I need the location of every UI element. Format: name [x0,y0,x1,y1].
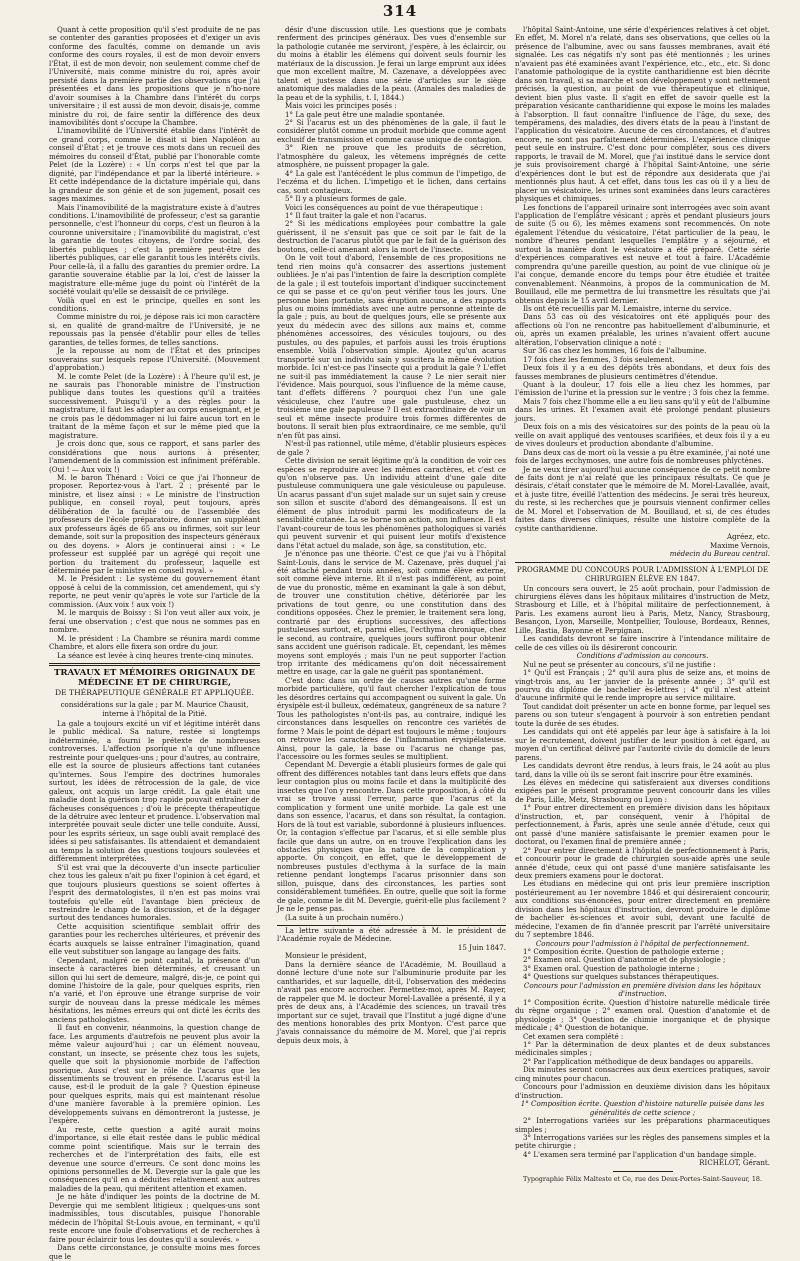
paragraph: 1° Composition écrite. Question d'histoire naturelle médicale tirée du règne organique ; 2° examen oral. Question d'anatomie et de physiologie ; 3° Question de chimie inorganique et de physique médicale ; 4° Question de botanique. [515,997,770,1033]
paragraph: C'est donc dans un ordre de causes autres qu'une forme morbide particulière, qu'il faut chercher l'explication de tous les désordres certains qui accompagnent ou suivent la gale. Un érysipèle est-il bulleux, œdémateux, gangréneux de sa nature ? Tous les pathologistes n'ont-ils pas, au contraire, indiqué les circonstances dans lesquelles on rencontre ces variétés de forme ? Mais le point de départ est toujours le même ; toujours on retrouve les caractères de l'inflammation érysipélateuse. Ainsi, pour la gale, la base ou l'acarus ne change pas, l'accessoire ou les formes seules se multiplient. [277,675,506,761]
paragraph: Je la repousse au nom de l'État et des principes souverains sur lesquels repose l'Université. (Mouvement d'approbation.) [49,346,260,373]
publisher-signoff: RICHELOT, Gérant. [699,1158,770,1168]
paragraph: 1° Par la détermination de deux plantes et de deux substances médicinales simples ; [515,1040,770,1058]
paragraph: Les candidats devront être rendus, à leurs frais, le 24 août au plus tard, dans la ville où ils se seront fait inscrire pour être examinés. [515,761,770,779]
paragraph: Au reste, cette question a agité aurait moins d'importance, si elle était restée dans le public médical comme point scientifique. Mais sur le terrain des recherches et de l'interprétation des faits, elle est devenue une source d'erreurs. Ce sont donc moins les opinions personnelles de M. Devergie sur la gale que les conséquences qu'il en a déduites relativement aux autres maladies de la peau, qui méritent attention et examen. [49,1124,260,1193]
column-3 [515,25,770,1183]
paragraph: 3° Examen oral. Question de pathologie interne ; [523,963,700,973]
paragraph: 1° Qu'il est Français ; 2° qu'il aura plus de seize ans, et moins de vingt-trois ans, au 1er janvier de la présente année ; 3° qu'il est pourvu du diplôme de bachelier ès-lettres ; 4° qu'il n'est atteint d'aucune infirmité qui le rende impropre au service militaire. [515,668,770,703]
paragraph: Dans deux cas de mort où la vessie a pu être examinée, j'ai noté une fois de larges ecchymoses, une autre fois de nombreuses phlyctènes. [515,447,770,466]
paragraph: 1° Il faut traiter la gale et non l'acarus. [285,210,427,220]
paragraph: Mais l'inamovibilité de la magistrature existe à d'autres conditions. L'inamovibilité de professeur, c'est sa garantie personnelle, c'est l'honneur du corps, c'est un fleuron à la couronne universitaire ; l'inamovibilité du magistrat, c'est la garantie de toutes citoyens, de l'ordre social, des libertés publiques ; c'est la première peut-être des libertés publiques, car elle garantit tous les intérêts civils. Pour celle-là, il a fallu des garanties du premier ordre. La garantie souveraine établie par la loi, c'est de laisser la magistrature elle-même juge du point où l'intérêt de la société voulait qu'elle se dessaisît de ce privilège. [49,202,260,297]
signature-title: médecin du Bureau central. [669,549,770,559]
section-divider [49,663,260,666]
paragraph: Les étudians en médecine qui ont pris leur première inscription postérieurement au 1er novembre 1846 et qui désireraient concourir, aux conditions sus-énoncées, pour entrer directement en première division dans les hôpitaux d'instruction, devront produire le diplôme de bachelier ès-sciences et avoir subi, devant une faculté de médecine, l'examen de fin d'année prescrit par l'arrêté universitaire du 7 septembre 1846. [515,879,770,940]
paragraph: Je ne hâte d'indiquer les points de la doctrine de M. Devergie qui me semblent litigieux ; quelques-uns sont inadmissibles, tous discutables, puisque l'honorable médecin de l'hôpital St-Louis avoue, en terminant, « qu'il reste encore une foule d'observations et de recherches à faire pour éclaircir tous les doutes qu'il a soulevés. » [49,1192,260,1244]
paragraph: Les fonctions de l'appareil urinaire sont interrogées avec soin avant l'application de l'emplâtre vésicant ; après et pendant plusieurs jours de suite (5 ou 6), les mêmes examens sont recommencés. On note également l'étendue du vésicatoire, l'état particulier de la peau, le nombre d'heures pendant lesquelles l'emplâtre y a séjourné, et surtout la manière dont le vésicatoire a été préparé. Cette série d'expériences comparatives est neuve et tout à faire. L'Académie comprendra qu'une pareille question, au point de vue clinique où je l'ai conçue, demande encore du temps pour être étudiée et traitée convenablement. Néanmoins, à propos de la communication de M. Bouillaud, elle me permettra de lui transmettre les résultats que j'ai obtenus depuis le 15 avril dernier. [515,202,770,305]
paragraph: 3° Rien ne prouve que les produits de sécrétion, l'atmosphère du galeux, les vêtemens imprégnés de cette atmosphère, ne puissent propager la gale. [277,143,506,170]
paragraph: Tout candidat doit présenter un acte en bonne forme, par lequel ses parens ou son tuteur s'engagent à pourvoir à son entretien pendant toute la durée de ses études. [515,701,770,728]
article-paragraphs [49,720,260,1261]
paragraph: Mais voici les principes posés : [285,101,397,111]
paragraph: Voilà quel en est le principe, quelles en sont les conditions. [49,295,260,313]
paragraph: Voici les conséquences au point de vue thérapeutique : [285,202,483,212]
paragraph: 2° Par l'application méthodique de deux bandages ou appareils. [523,1056,754,1066]
paragraph: Dans 53 cas où des vésicatoires ont été appliqués pour des affections où l'on ne rencontre pas habituellement d'albuminurie, et où, après un examen préalable, les urines n'avaient offert aucune altération, l'observation clinique a noté : [515,312,770,347]
paragraph: La séance est levée à cinq heures trente-cinq minutes. [57,650,254,660]
column-3-paragraphs [515,26,770,533]
paragraph: 4° Questions sur quelques substances thérapeutiques. [523,972,719,982]
paragraph: désir d'une discussion utile. Les questions que je combats renferment des principes généraux. Des vues d'ensemble sur la pathologie cutanée me serviront, j'espère, à les éclaircir, ou du moins à établir les élémens qui doivent seuls fournir les matériaux de la discussion. Je ferai un large emprunt aux idées que mon excellent maître, M. Cazenave, a développées avec talent et justesse dans une série d'articles sur le siège anatomique des maladies de la peau. (Annales des maladies de la peau et de la syphilis, t. I, 1844.) [277,25,506,102]
paragraph: Nul ne peut se présenter au concours, s'il ne justifie : [523,659,716,669]
section-title: TRAVAUX ET MÉMOIRES ORIGINAUX DE MÉDECINE ET DE CHIRURGIE, [54,667,255,688]
paragraph: N'est-il pas rationnel, utile même, d'établir plusieurs espèces de gale ? [277,439,506,457]
paragraph: Cet examen sera complété : [523,1031,624,1041]
paragraph: Cette division ne serait légitime qu'à la condition de voir ces espèces se reproduire avec les mêmes caractères, et c'est ce qu'on n'observe pas. Un individu atteint d'une gale dite pustuleuse communiquera une gale vésiculeuse ou papuleuse. Un acarus passant d'un sujet malade sur un sujet sain y creuse son sillon et suscite d'abord des démangeaisons. Il est un élément de plus introduit parmi les modificateurs de la sensibilité cutanée. La se borne son action, son influence. Il est l'avant-coureur de tous les phénomènes pathologiques si variés qui peuvent survenir et qui puisent leur motifs d'existence dans l'état actuel du malade, son âge, sa constitution, etc. [277,456,506,550]
column-1-paragraphs [49,26,260,660]
paragraph: Deux fois il y a eu des dépôts très abondans, et deux fois des fausses membranes de plusieurs centimètres d'étendue. [515,363,770,381]
paragraph: Dix minutes seront consacrées aux deux exercices pratiques, savoir cinq minutes pour chacun. [515,1065,770,1083]
paragraph: Concours pour l'admission en deuxième division dans les hôpitaux d'instruction. [515,1082,770,1100]
paragraph: l'hôpital Saint-Antoine, une série d'expériences relatives à cet objet. En effet, M. Morel n'a relaté, dans ses observations, que celles où la présence de l'albumine, avec ou sans fausses membranes, avait été signalée. Les cas négatifs n'y sont pas été mentionnés ; les urines n'avaient pas été examinées avant l'expérience, etc., etc., etc. Si donc l'anatomie pathologique de la cystite cantharidienne est bien décrite dans son travail, si sa marche et son développement y sont nettement précisés, la question, au point de vue thérapeutique et clinique, devient bien plus vaste. Il s'agit en effet de savoir quelle est la préparation vésicante cantharidienne qui expose le moins les malades à l'absorption. Il faut connaître l'influence de l'âge, du sexe, des tempéramens, des maladies, des divers états de la peau à l'instant de l'application du vésicatoire. Aucune de ces circonstances, et d'autres encore, ne sont pas parfaitement déterminées. L'expérience clinique peut seule en instruire. C'est donc pour compléter, sous ces divers rapports, le travail de M. Morel, que j'ai institué dans le service dont je suis provisoirement chargé à l'hôpital Saint-Antoine, une série d'expériences dont le but est de répondre aux desiderata que j'ai mentionnés plus haut. À cet effet, dans tous les cas où il y a lieu de placer un vésicatoire, les urines sont examinées dans leurs caractères physiques et chimiques. [515,25,770,204]
signature-close-text: Agréez, etc. [727,532,770,542]
paragraph: Cependant, malgré ce point capital, la présence d'un insecte à caractères bien déterminés, et creusant un sillon qui lui sert de demeure, malgré, dis-je, ce point qui domine l'histoire de la gale, pour quelques esprits, rien n'a varié, et l'on éprouve une étrange surprise de voir surgir de nouveau dans la presse médicale les mêmes hésitations, les mêmes erreurs qui ont dicté les écrits des anciens pathologistes. [49,955,260,1024]
programme-divider [515,562,770,563]
paragraph: 1° Composition écrite. Question d'histoire naturelle puisée dans les généralités de cette science ; [520,1099,765,1117]
paragraph: Je n'énonce pas une théorie. C'est ce que j'ai vu à l'hôpital Saint-Louis, dans le service de M. Cazenave, près duquel j'ai été attaché pendant trois années, soit comme élève externe, soit comme élève interne. Et il n'est pas indifférent, au point de vue du pronostic, même en examinant la gale à son début, de trouver une constitution chétive, détériorée par les privations de tout genre, ou une constitution dans des conditions opposées. Chez le premier, le traitement sera long, contrarié par des éruptions successives, des affections pustuleuses surtout, et, parmi elles, l'ecthyma chronique, chez le second, au contraire, quelques jours suffiront pour obtenir sans accident une guérison radicale. Et, cependant, les mêmes moyens sont employés ; mais l'un ne peut supporter l'action trop irritante des médicamens qu'on doit nécessairement mettre en usage, car la gale ne guérit pas spontanément. [277,549,506,677]
column-2 [277,26,506,1106]
paragraph: 2° Si l'acarus est un des phénomènes de la gale, il faut le considérer plutôt comme un produit morbide que comme agent exclusif de transmission et comme cause unique de contagion. [277,117,506,144]
paragraph: On le voit tout d'abord, l'ensemble de ces propositions ne tend rien moins qu'à consacrer des assertions justement oubliées. Je n'ai pas l'intention de faire la description complète de la gale ; il est toutefois important d'indiquer succinctement ce qui se passe et ce qu'on peut vérifier tous les jours. Une personne bien portante, sans éruption aucune, a des rapports plus ou moins immédiats avec une autre personne atteinte de la gale ; puis, au bout de quelques jours, elle se présente aux yeux du médecin avec des sillons aux mains et, comme phénomènes accessoires, des vésicules toujours, ou des pustules, ou des papules, et parfois aussi les trois éruptions ensemble. Voilà l'observation simple. Ajoutez qu'un acarus transporté sur un individu sain y suscitera la même évolution morbide. Ici n'est-ce pas l'insecte qui a produit la gale ? L'effet ne suit-il pas immédiatement la cause ? Le nier serait nier l'évidence. Mais pourquoi, sous l'influence de la même cause, tant d'effets différens ? pourquoi chez l'un une gale vésiculeuse, chez l'autre une gale pustuleuse, chez un troisième une gale papuleuse ? Il est extraordinaire de voir un seul et même insecte produire trois formes différentes de boutons. Il serait bien plus extraordinaire, ce me semble, qu'il n'en fût pas ainsi. [277,253,506,440]
paragraph: 5° Il y a plusieurs formes de gale. [285,194,407,204]
paragraph: Sur 36 cas chez les hommes, 16 fois de l'albumine. [523,346,707,356]
paragraph: Dans cette circonstance, je consulte moins mes forces que le [49,1243,260,1261]
paragraph: 1° Composition écrite. Question de pathologie externe ; [523,947,724,957]
paragraph: 2° Si les médications employées pour combattre la gale guérissent, il ne s'ensuit pas que ce soit par le fait de la destruction de l'acarus plutôt que par le fait de la guérison des boutons, celle-ci amenant alors la mort de l'insecte. [277,219,506,254]
paragraph: Cette acquisition scientifique semblait offrir des garanties pour les recherches ultérieures, et prévenir des écarts auxquels se laisse entraîner l'imagination, quand elle veut substituer son langage au langage des faits. [49,921,260,957]
paragraph: 1° La gale peut être une maladie spontanée. [285,109,445,119]
paragraph: M. le baron Thénard : Voici ce que j'ai l'honneur de proposer. Reportez-vous à l'art. 2 ; présenté par le ministre, et lisez ainsi : « Le ministre de l'instruction publique, en conseil royal, peut toujours, après délibération de la faculté ou de l'assemblée des professeurs de l'école préparatoire, donner un suppléant aux professeurs âgés de 65 ans ou infirmes, soit sur leur demande, soit sur la proposition des inspecteurs généraux ou des doyens. » Alors je continuerai ainsi : « Le professeur est suppléé par un agrégé qui reçoit une portion du traitement du professeur, laquelle est déterminée par le ministre en conseil royal. » [49,473,260,575]
signature-name: Maxime Vernois, [709,540,770,550]
paragraph: 2° Pour entrer directement à l'hôpital de perfectionnement à Paris, et concourir pour le grade de chirurgien sous-aide après une seule année d'étude, ceux qui ont passé d'une manière satisfaisante les deux premiers examens pour le doctorat. [515,845,770,880]
paragraph: 4° L'examen sera terminé par l'application d'un bandage simple. [523,1149,757,1159]
paragraph: Concours pour l'admission à l'hôpital de perfectionnement. [535,938,750,948]
paragraph: 2° Interrogations variées sur les préparations pharmaceutiques simples ; [515,1116,770,1134]
paragraph: Ils ont été recueillis par M. Lemaistre, interne du service. [523,303,732,313]
paragraph: 4° La gale est l'antécédent le plus commun de l'impetigo, de l'eczéma et du lichen. L'impetigo et le lichen, dans certains cas, sont contagieux. [277,168,506,195]
paragraph: M. le Président : Le système du gouvernement étant opposé à celui de la commission, cet amendement, qui s'y reporte, ne peut venir qu'après le vote sur l'article de la commission. (Aux voix ! aux voix !) [49,574,260,609]
section-subtitle: DE THÉRAPEUTIQUE GÉNÉRALE ET APPLIQUÉE. [54,687,255,697]
paragraph: M. le marquis de Boissy : Si l'on veut aller aux voix, je ferai une observation ; c'est que nous ne sommes pas en nombre. [49,608,260,635]
paragraph: S'il est vrai que la découverte d'un insecte particulier chez tous les galeux n'ait pu fixer l'opinion à cet égard, et que toujours plusieurs questions se soient offertes à l'esprit des dermatologistes, il n'en est pas moins vrai toutefois qu'elle eût l'avantage bien précieux de restreindre le champ de la discussion, et de la dégager surtout des tendances humorales. [49,862,260,923]
paragraph: Il faut en convenir, néanmoins, la question change de face. Les arguments d'autrefois ne peuvent plus avoir la même valeur aujourd'hui ; car un élément nouveau, constant, un insecte, se présente chez tous les sujets, quelle que soit la physionomie morbide de l'affection psorique. Aussi c'est sur le rôle de l'acarus que les dissentiments se trouvent en présence. L'acarus est-il la cause, est-il le produit de la gale ? Question épineuse pour quelques esprits, mais qui est maintenant résolue d'une manière favorable à la première opinion. Les développements suivans en démontreront la justesse, je l'espère. [49,1023,260,1126]
imprint: Typographie Félix Malteste et Ce, rue des Deux-Portes-Saint-Sauveur, 18. [523,1174,762,1183]
paragraph: Cependant M. Devergie a établi plusieurs formes de gale qui offrent des différences notables tant dans leurs effets que dans leur contagion plus ou moins facile et dans la multiplicité des insectes que l'on y rencontre. Dans cette proposition, à côté du vrai se trouve aussi l'erreur, parce que l'acarus et la complication y forment une unité morbide. La gale est une dans son essence, l'acarus, et dans son résultat, la contagion. Hors de là tout est variable, subordonné à plusieurs influences. Or, la contagion s'effectue par l'acarus, et si elle semble plus facile que dans un autre, on en trouve l'explication dans les obstacles physiques que la nature de la complication y apporte. On conçoit, en effet, que le développement de nombreuses pustules d'ecthyma à la surface de la main retienne pendant longtemps l'acarus prisonnier dans son sillon, puisque, dans des circonstances, les parties sont considérablement tuméfiées. En outre, quelle que soit la forme de gale, comme le dit M. Devergie, guérit-elle plus facilement ? Je ne le pense pas. [277,760,506,914]
letter-body: Dans la dernière séance de l'Académie, M. Bouillaud a donné lecture d'une note sur l'albuminurie produite par les cantharides, et sur laquelle, dit-il, l'observation des médecins n'avait pas encore accrocher. Permettez-moi, après M. Rayer, de rappeler que M. le docteur Morel-Lavallée a présenté, il y a près de deux ans, à l'Académie des sciences, un travail très important sur ce sujet, travail que l'Institut a jugé digne d'une des mentions honorables des prix Montyon. C'est parce que j'avais connaissance du mémoire de M. Morel, que j'ai repris depuis deux mois, à [277,959,506,1045]
paragraph: Quant à cette proposition qu'il s'est produite de ne pas se contenter des garanties proposées et d'exiger un avis conforme des facultés, comme on demande un avis conforme des cours royales, il est de mon devoir envers l'État, il est de mon devoir, non seulement comme chef de l'Université, mais comme ministre du roi, après avoir persisté dans la première partie des observations que j'ai présentées et dans les propositions que je n'ho-nore d'avoir soumises à la Chambre dans l'intérêt du corps universitaire ; il est aussi de mon devoir, disais-je, comme ministre du roi, de faire sentir la différence des deux inamovibilités dont s'occupe la Chambre. [49,25,260,127]
paragraph: Les candidats devront se faire inscrire à l'intendance militaire de celle de ces villes où ils désireront concourir. [515,634,770,652]
paragraph: Conditions d'admission au concours. [576,651,709,661]
paragraph: Comme ministre du roi, je dépose rais ici mon caractère si, en qualité de grand-maître de l'Université, je ne repoussais pas la pensée d'établir pour elles de telles garanties, de telles formes, de telles sanctions. [49,312,260,347]
paragraph: Un concours sera ouvert, le 25 août prochain, pour l'admission de chirurgiens élèves dans les hôpitaux militaires d'instruction de Metz, Strasbourg et Lille, et à l'hôpital militaire de perfectionnement, à Paris. Les examens auront lieu à Paris, Metz, Nancy, Strasbourg, Besançon, Lyon, Marseille, Montpellier, Toulouse, Bordeaux, Rennes, Lille, Bastia, Bayonne et Perpignan. [515,583,770,635]
article-heading: considérations sur la gale ; par M. Maurice Chausit, interne à l'hôpital de la Pitié. [60,699,249,718]
programme-paragraphs [515,585,770,1160]
paragraph: Les candidats qui ont été appelés par leur âge à satisfaire à la loi sur le recrutement, doivent justifier de leur position à cet égard, au moyen d'un certificat délivré par l'autorité civile du domicile de leurs parens. [515,727,770,762]
paragraph: Je crois donc que, sous ce rapport, et sans parler des considérations que nous aurions à présenter, l'amendement de la commission est infiniment préférable. (Oui ! — Aux voix !) [49,439,260,474]
paragraph: Les élèves en médecine qui satisferaient aux diverses conditions exigées par le présent programme peuvent concourir dans les villes de Paris, Lille, Metz, Strasbourg ou Lyon : [515,777,770,804]
paragraph: 17 fois chez les femmes, 3 fois seulement. [523,354,675,364]
column-2-paragraphs [277,26,506,922]
paragraph: Quant à la douleur, 17 fois elle a lieu chez les hommes, par l'émission de l'urine et la pression sur le ventre ; 3 fois chez la femme. [515,380,770,398]
letter-salutation: Monsieur le président, [285,951,367,961]
paragraph: 1° Pour entrer directement en première division dans les hôpitaux d'instruction, et, par conséquent, venir à l'hôpital de perfectionnement, à Paris, après une seule année d'étude, ceux qui ont passé d'une manière satisfaisante le premier examen pour le doctorat, ou l'examen final de première année ; [515,803,770,847]
letter-intro: La lettre suivante a été adressée à M. le président de l'Académie royale de Médecine. [277,926,506,944]
paragraph: Mais 7 fois chez l'homme elle a eu lieu sans qu'il y eût de l'albumine dans les urines. Et l'examen avait été prolongé pendant plusieurs jours. [515,396,770,423]
column-1 [49,25,260,1261]
paragraph: Deux fois on a mis des vésicatoires sur des points de la peau où la veille on avait appliqué des ventouses scarifiées, et deux fois il y a eu de vives douleurs et production abondante d'albumine. [515,422,770,449]
paragraph: Je ne veux tirer aujourd'hui aucune conséquence de ce petit nombre de faits dont je n'ai relaté que les principaux résultats. Ce que je désirais, c'était constater que le mémoire de M. Morel-Lavallée, avait, et à juste titre, éveillé l'attention des médecins. Je serai très heureux, du reste, si les recherches que je poursuis viennent confirmer celles de M. Morel et l'observation de M. Bouillaud, et si, de ces études faites dans diverses cliniques, résulte une histoire complète de la cystite cantharidienne. [515,464,770,533]
paragraph: M. le président : La Chambre se réunira mardi comme Chambre, et alors elle fixera son ordre du jour. [49,633,260,652]
paragraph: La gale a toujours excité un vif et légitime intérêt dans le public médical. Sa nature, restée si longtemps indéterminée, a fourni le prétexte de nombreuses controverses. L'affection psorique n'a qu'une influence restreinte pour quelques-uns ; pour d'autres, au contraire, elle est la source de plusieurs affections tant cutanées qu'internes. Sous l'empire des doctrines humorales surtout, les idées de rétrocession de la gale, de vice galeux, ont acquis un large crédit. La gale était une maladie dont la guérison trop rapide pouvait entraîner de fâcheuses conséquences ; d'où le précepte thérapeutique de la détruire avec lenteur et prudence. L'observation mal interprétée pouvait seule dicter une telle conduite. Aussi, pour les esprits sérieux, un sage oubli avait remplacé des idées si peu satisfaisantes. Ils attendaient et demandaient au temps la solution des questions toujours soulevées et différemment interprétées. [49,718,260,864]
paragraph: 3° Interrogations variées sur les règles des pansemens simples et la petite chirurgie ; [515,1133,770,1151]
paragraph: 2° Examen oral. Question d'anatomie et de physiologie ; [523,955,726,965]
letter-date: 15 Juin 1847. [457,942,506,952]
programme-title: PROGRAMME DU CONCOURS POUR L'ADMISSION À L'EMPLOI DE CHIRURGIEN ÉLÈVE EN 1847. [516,564,769,583]
paragraph: L'inamovibilité de l'Université établie dans l'intérêt de ce grand corps, comme le disait si bien Napoléon au conseil d'État ; et je trouve ces mots dans un recueil des mémoires du conseil d'État, publié par l'honorable comte Pelet (de la Lozère) : « Un corps n'est tel que par la dignité, par l'indépendance et par la liberté intérieure. » Et cette indépendance de la dictature impériale qui, dans la grandeur de son génie et de son jugement, posait ces sages maximes. [49,126,260,204]
paragraph: Concours pour l'admission en première division dans les hôpitaux d'instruction. [523,980,762,999]
imprint-divider [613,1171,673,1172]
page-number: 314 [382,2,418,20]
paragraph: (La suite à un prochain numéro.) [285,912,404,922]
paragraph: M. le comte Pelet (de la Lozère) : À l'heure qu'il est, je ne saurais pas l'honorable ministre de l'instruction publique dans toutes les questions qu'il a traitées successivement. Puisqu'il y a des règles pour la magistrature, il faut les adapter au corps enseignant, et je ne crois pas le dédommager ni lui faire aucun tort en le traitant de la même façon et sur le même pied que la magistrature. [49,371,260,440]
